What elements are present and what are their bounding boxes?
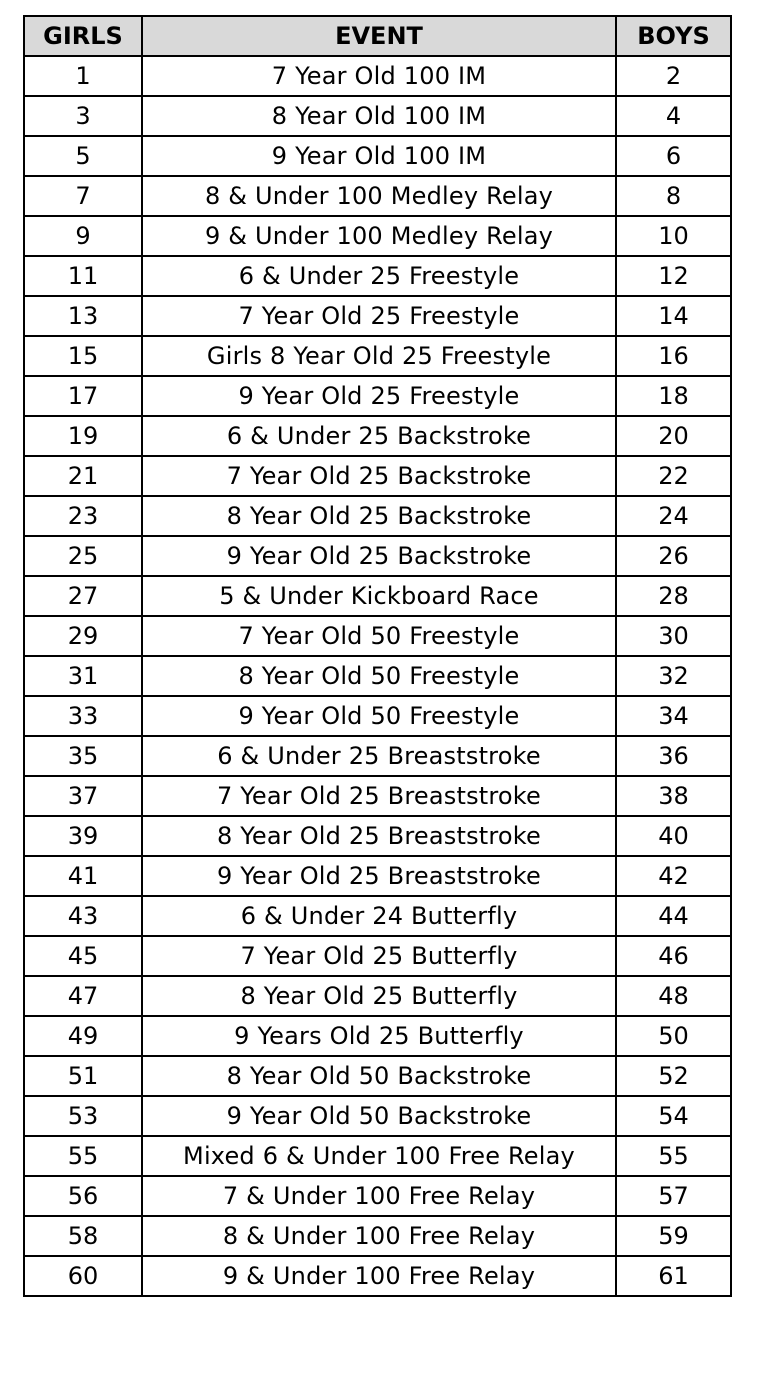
table-row [24,656,731,696]
table-row [24,776,731,816]
event-name: 7 Year Old 50 Freestyle [142,616,616,656]
table-row [24,816,731,856]
event-table [23,15,732,1297]
girls-event-number: 60 [24,1256,142,1296]
girls-event-number: 35 [24,736,142,776]
girls-event-number: 33 [24,696,142,736]
event-name: 8 Year Old 25 Backstroke [142,496,616,536]
event-name: 8 Year Old 50 Backstroke [142,1056,616,1096]
table-row [24,136,731,176]
event-name: 7 Year Old 25 Breaststroke [142,776,616,816]
table-row [24,96,731,136]
event-name: 6 & Under 25 Backstroke [142,416,616,456]
event-name: 8 & Under 100 Medley Relay [142,176,616,216]
table-row [24,896,731,936]
table-row [24,1136,731,1176]
table-row [24,976,731,1016]
event-name: 9 Year Old 50 Backstroke [142,1096,616,1136]
event-name: 9 Year Old 50 Freestyle [142,696,616,736]
boys-event-number: 46 [616,936,731,976]
table-body [24,56,731,1296]
girls-column-header: GIRLS [24,16,142,56]
table-header [24,16,731,56]
boys-column-header: BOYS [616,16,731,56]
event-name: 9 Year Old 25 Freestyle [142,376,616,416]
table-row [24,376,731,416]
event-name: 7 Year Old 25 Freestyle [142,296,616,336]
boys-event-number: 22 [616,456,731,496]
table-row [24,176,731,216]
event-name: 9 Year Old 25 Backstroke [142,536,616,576]
girls-event-number: 9 [24,216,142,256]
girls-event-number: 55 [24,1136,142,1176]
girls-event-number: 23 [24,496,142,536]
table-row [24,1056,731,1096]
girls-event-number: 31 [24,656,142,696]
boys-event-number: 30 [616,616,731,656]
boys-event-number: 42 [616,856,731,896]
table-row [24,616,731,656]
boys-event-number: 6 [616,136,731,176]
event-name: 7 Year Old 25 Butterfly [142,936,616,976]
table-row [24,856,731,896]
boys-event-number: 16 [616,336,731,376]
boys-event-number: 38 [616,776,731,816]
boys-event-number: 44 [616,896,731,936]
table-row [24,296,731,336]
table-row [24,1016,731,1056]
girls-event-number: 37 [24,776,142,816]
boys-event-number: 57 [616,1176,731,1216]
event-name: 6 & Under 25 Breaststroke [142,736,616,776]
boys-event-number: 18 [616,376,731,416]
table-row [24,1096,731,1136]
boys-event-number: 54 [616,1096,731,1136]
table-row [24,416,731,456]
table-row [24,536,731,576]
event-column-header: EVENT [142,16,616,56]
event-name: Mixed 6 & Under 100 Free Relay [142,1136,616,1176]
event-name: 9 Year Old 25 Breaststroke [142,856,616,896]
table-row [24,736,731,776]
girls-event-number: 58 [24,1216,142,1256]
boys-event-number: 40 [616,816,731,856]
boys-event-number: 32 [616,656,731,696]
boys-event-number: 12 [616,256,731,296]
boys-event-number: 10 [616,216,731,256]
event-name: 7 & Under 100 Free Relay [142,1176,616,1216]
girls-event-number: 3 [24,96,142,136]
boys-event-number: 26 [616,536,731,576]
girls-event-number: 17 [24,376,142,416]
event-name: 9 Years Old 25 Butterfly [142,1016,616,1056]
event-name: 6 & Under 24 Butterfly [142,896,616,936]
event-name: 9 & Under 100 Medley Relay [142,216,616,256]
girls-event-number: 1 [24,56,142,96]
girls-event-number: 25 [24,536,142,576]
table-row [24,456,731,496]
girls-event-number: 21 [24,456,142,496]
girls-event-number: 7 [24,176,142,216]
boys-event-number: 28 [616,576,731,616]
girls-event-number: 51 [24,1056,142,1096]
event-order-sheet [23,15,732,1297]
boys-event-number: 2 [616,56,731,96]
girls-event-number: 27 [24,576,142,616]
event-name: 7 Year Old 25 Backstroke [142,456,616,496]
girls-event-number: 29 [24,616,142,656]
girls-event-number: 15 [24,336,142,376]
boys-event-number: 52 [616,1056,731,1096]
girls-event-number: 11 [24,256,142,296]
table-row [24,1176,731,1216]
boys-event-number: 24 [616,496,731,536]
boys-event-number: 55 [616,1136,731,1176]
girls-event-number: 56 [24,1176,142,1216]
event-name: 9 Year Old 100 IM [142,136,616,176]
event-name: 6 & Under 25 Freestyle [142,256,616,296]
girls-event-number: 39 [24,816,142,856]
boys-event-number: 34 [616,696,731,736]
boys-event-number: 14 [616,296,731,336]
boys-event-number: 50 [616,1016,731,1056]
girls-event-number: 13 [24,296,142,336]
event-name: 8 & Under 100 Free Relay [142,1216,616,1256]
event-name: 8 Year Old 25 Breaststroke [142,816,616,856]
event-name: 5 & Under Kickboard Race [142,576,616,616]
girls-event-number: 19 [24,416,142,456]
event-name: 8 Year Old 50 Freestyle [142,656,616,696]
table-row [24,936,731,976]
girls-event-number: 43 [24,896,142,936]
boys-event-number: 36 [616,736,731,776]
girls-event-number: 41 [24,856,142,896]
event-name: Girls 8 Year Old 25 Freestyle [142,336,616,376]
boys-event-number: 61 [616,1256,731,1296]
boys-event-number: 59 [616,1216,731,1256]
table-row [24,256,731,296]
header-row [24,16,731,56]
boys-event-number: 20 [616,416,731,456]
girls-event-number: 47 [24,976,142,1016]
event-name: 7 Year Old 100 IM [142,56,616,96]
event-name: 8 Year Old 100 IM [142,96,616,136]
girls-event-number: 45 [24,936,142,976]
table-row [24,56,731,96]
boys-event-number: 8 [616,176,731,216]
boys-event-number: 4 [616,96,731,136]
table-row [24,576,731,616]
table-row [24,696,731,736]
table-row [24,1256,731,1296]
boys-event-number: 48 [616,976,731,1016]
event-name: 9 & Under 100 Free Relay [142,1256,616,1296]
table-row [24,216,731,256]
girls-event-number: 5 [24,136,142,176]
girls-event-number: 49 [24,1016,142,1056]
table-row [24,496,731,536]
table-row [24,1216,731,1256]
table-row [24,336,731,376]
event-name: 8 Year Old 25 Butterfly [142,976,616,1016]
girls-event-number: 53 [24,1096,142,1136]
